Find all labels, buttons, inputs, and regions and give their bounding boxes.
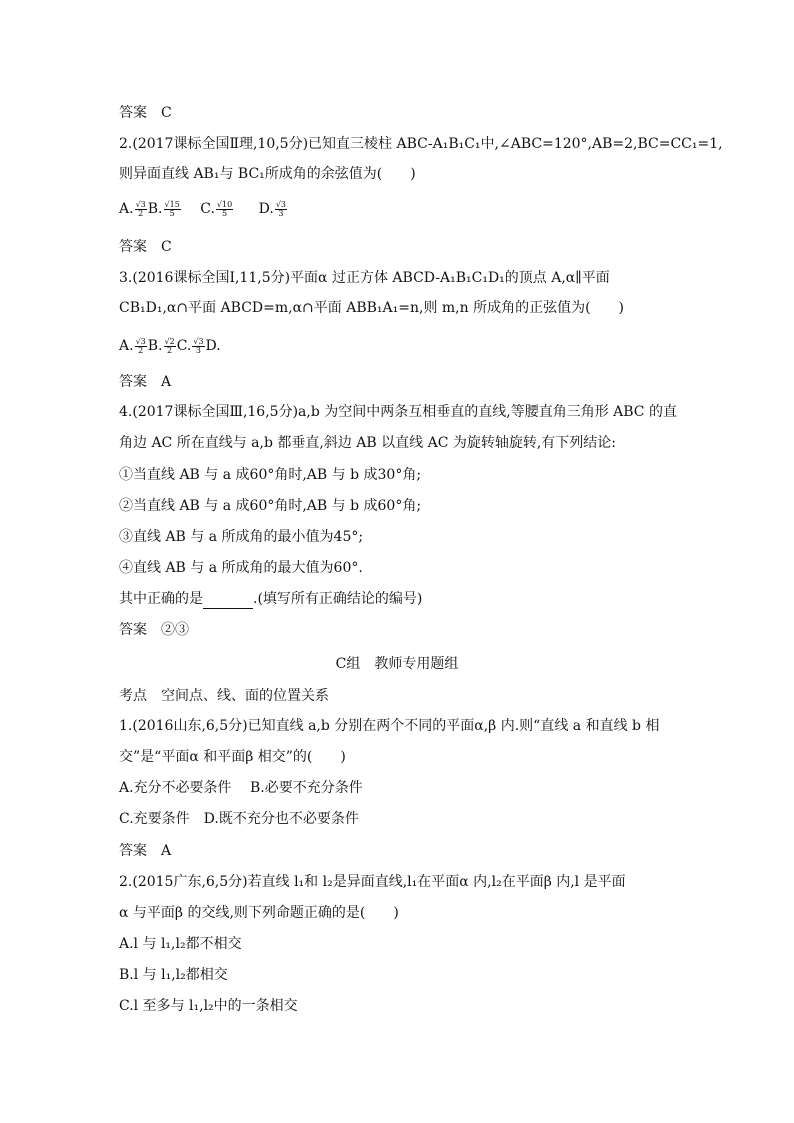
- option-label: C.: [200, 201, 215, 217]
- answer-options: A.充分不必要条件 B.必要不充分条件: [119, 780, 363, 796]
- question-text: 3.(2016课标全国Ⅰ,11,5分)平面α 过正方体 ABCD-A₁B₁C₁D₁的顶点 A,α∥平面: [119, 270, 610, 286]
- option-label: B.: [147, 338, 163, 354]
- fill-blank: [203, 594, 253, 609]
- answer-options: C.充要条件 D.既不充分也不必要条件: [119, 811, 359, 827]
- question-text: 其中正确的是 .(填写所有正确结论的编号): [119, 591, 423, 607]
- question-text: 2.(2015广东,6,5分)若直线 l₁和 l₂是异面直线,l₁在平面α 内,l₂在平面β 内,l 是平面: [119, 874, 626, 890]
- statement: ①当直线 AB 与 a 成60°角时,AB 与 b 成30°角;: [119, 467, 422, 483]
- answer-line: 答案 ②③: [119, 622, 189, 638]
- question-text: CB₁D₁,α∩平面 ABCD=m,α∩平面 ABB₁A₁=n,则 m,n 所成角的正弦值为( ): [119, 300, 625, 316]
- option-label: B.: [147, 201, 163, 217]
- question-text: 4.(2017课标全国Ⅲ,16,5分)a,b 为空间中两条互相垂直的直线,等腰直角三角形 ABC 的直: [119, 404, 677, 420]
- statement: ④直线 AB 与 a 所成角的最大值为60°.: [119, 560, 363, 576]
- fraction: $\frac{√3}{3}$: [275, 199, 287, 218]
- fraction: $\frac{√3}{3}$: [193, 336, 204, 355]
- answer-option: C.l 至多与 l₁,l₂中的一条相交: [119, 998, 298, 1014]
- question-text: 角边 AC 所在直线与 a,b 都垂直,斜边 AB 以直线 AC 为旋转轴旋转,有下列结论:: [119, 435, 617, 451]
- answer-option: A.l 与 l₁,l₂都不相交: [119, 936, 242, 952]
- fraction: $\frac{√2}{2}$: [164, 336, 175, 355]
- answer-options: [119, 336, 221, 356]
- question-text: 1.(2016山东,6,5分)已知直线 a,b 分别在两个不同的平面α,β 内.则“直线 a 和直线 b 相: [119, 718, 660, 734]
- answer-line: 答案 C: [119, 105, 172, 121]
- answer-line: 答案 C: [119, 239, 172, 255]
- option-label: C.: [176, 338, 192, 354]
- question-text: α 与平面β 的交线,则下列命题正确的是( ): [119, 905, 399, 921]
- option-label: A.: [119, 201, 134, 217]
- answer-option: B.l 与 l₁,l₂都相交: [119, 967, 228, 983]
- statement: ③直线 AB 与 a 所成角的最小值为45°;: [119, 529, 364, 545]
- statement: ②当直线 AB 与 a 成60°角时,AB 与 b 成60°角;: [119, 498, 422, 514]
- question-text: 交”是“平面α 和平面β 相交”的( ): [119, 749, 346, 765]
- option-label: D.: [258, 201, 274, 217]
- question-text: 则异面直线 AB₁与 BC₁所成角的余弦值为( ): [119, 166, 416, 182]
- fraction: $\frac{√3}{2}$: [135, 336, 146, 355]
- question-text: 2.(2017课标全国Ⅱ理,10,5分)已知直三棱柱 ABC-A₁B₁C₁中,∠ABC=120°,AB=2,BC=CC₁=1,: [119, 136, 723, 152]
- option-label: A.: [119, 338, 134, 354]
- option-label: D.: [205, 338, 221, 354]
- fraction: $\frac{√15}{5}$: [164, 199, 180, 218]
- answer-line: 答案 A: [119, 843, 172, 859]
- answer-options: [119, 199, 288, 219]
- fraction: $\frac{√10}{5}$: [216, 199, 233, 218]
- topic-heading: 考点 空间点、线、面的位置关系: [119, 688, 329, 704]
- answer-line: 答案 A: [119, 374, 172, 390]
- fraction: $\frac{√3}{2}$: [135, 199, 146, 218]
- section-heading: C组 教师专用题组: [335, 656, 459, 672]
